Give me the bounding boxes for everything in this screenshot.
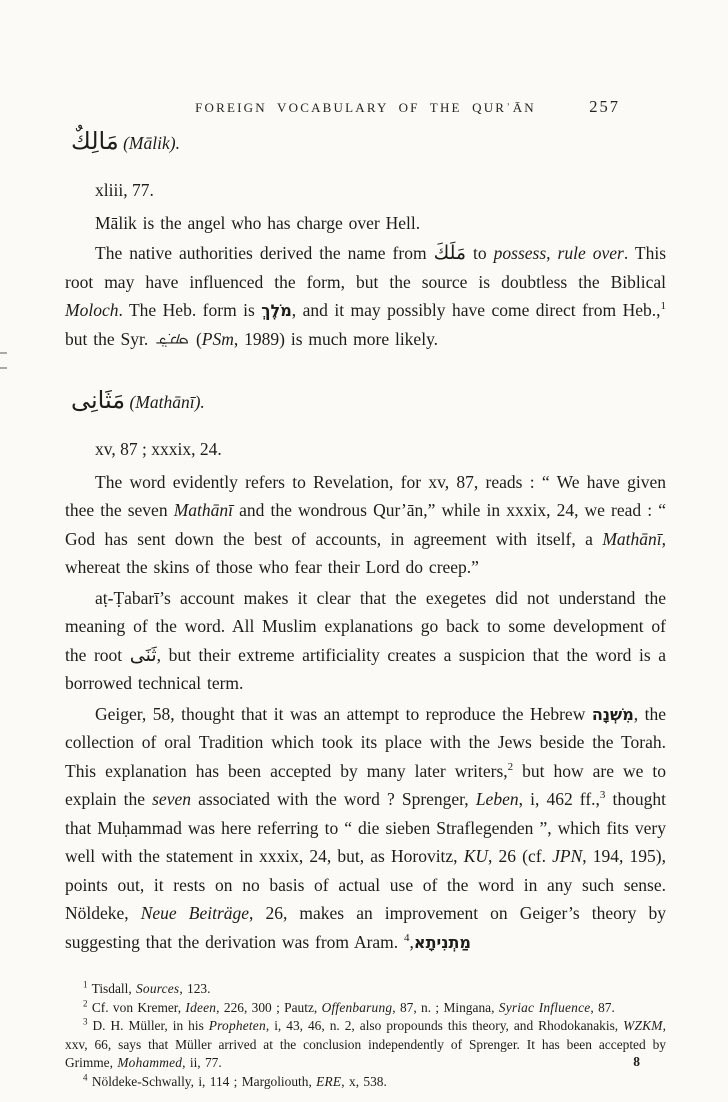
footnote-ref: 4 <box>83 1072 88 1083</box>
page-number: 257 <box>589 97 620 116</box>
text: associated with the word ? Sprenger, <box>191 789 476 809</box>
italic-text: WZKM <box>623 1018 663 1034</box>
paragraph <box>65 209 666 238</box>
text: The native authorities derived the name from <box>95 243 434 263</box>
text: , 26 (cf. <box>488 846 553 866</box>
paragraph <box>65 239 666 353</box>
italic-text: Mathānī <box>173 500 233 520</box>
headword-transliteration: (Mālik). <box>118 133 180 153</box>
verse-references <box>95 176 666 205</box>
text: , 87. <box>590 999 615 1015</box>
footnote <box>65 1073 666 1092</box>
text: , i, 43, 46, n. 2, also propounds this theory, and Rhodokanakis, <box>265 1018 624 1034</box>
text: , 1989) is much more likely. <box>233 328 439 349</box>
italic-text: ERE <box>316 1073 342 1089</box>
scan-artifact <box>0 367 7 369</box>
italic-text: Propheten <box>208 1018 266 1034</box>
paragraph <box>65 700 666 957</box>
hebrew-word: מֹלֶךְ <box>261 301 292 320</box>
text: xv, 87 ; xxxix, 24. <box>95 439 222 459</box>
text: . The Heb. form is <box>118 300 262 320</box>
text: , 123. <box>179 981 211 996</box>
entries-body <box>65 124 666 956</box>
italic-text: PSm <box>201 328 234 349</box>
text: , x, 538. <box>341 1073 387 1089</box>
italic-text: Neue Beiträge <box>140 903 250 923</box>
text: , but their extreme artificiality creates a suspicion that the word is a borrowed technical term. <box>65 644 666 693</box>
text: but the Syr. <box>65 328 155 349</box>
hebrew-word: מִשְׁנָה <box>591 704 634 724</box>
entry-headword <box>71 383 666 421</box>
verse-references <box>95 435 666 464</box>
headword-arabic: مَثَانِى <box>71 386 126 414</box>
footnote <box>65 1017 666 1073</box>
text: D. H. Müller, in his <box>87 1018 209 1034</box>
footnote-ref: 2 <box>83 998 88 1009</box>
text: , <box>409 931 414 952</box>
footnote-ref: 4 <box>404 931 410 944</box>
text: , the collection of oral Tradition which took its place with the Jews beside the Torah. This explanation has been accepted by many later writers, <box>65 703 666 781</box>
text: , whereat the skins of those who fear their Lord do creep.” <box>65 528 666 577</box>
text: Nöldeke-Schwally, i, 114 ; Margoliouth, <box>87 1073 317 1089</box>
headword-arabic: مَالِكٌ <box>71 127 119 155</box>
italic-text: Mohammed <box>117 1055 183 1071</box>
text: , i, 462 ff., <box>518 789 600 809</box>
text: Tisdall, <box>87 981 137 996</box>
text: , 26, makes an improvement on Geiger’s theory by suggesting that the derivation was from Aram. <box>65 903 666 952</box>
arabic-word: مَلَكَ <box>433 242 467 264</box>
text: , ii, 77. <box>182 1055 222 1071</box>
text: , 226, 300 ; Pautz, <box>216 999 322 1015</box>
footnote-ref: 3 <box>83 1016 88 1027</box>
paragraph <box>65 584 666 698</box>
footnote-ref: 1 <box>83 979 88 990</box>
italic-text: Offenbarung <box>321 999 393 1015</box>
text: ( <box>190 328 202 349</box>
italic-text: Leben <box>475 789 519 809</box>
scan-artifact <box>0 352 7 354</box>
text: but how are we to explain the <box>65 760 666 809</box>
text: Geiger, 58, thought that it was an attempt to reproduce the Hebrew <box>95 703 592 724</box>
arabic-word: ثَنَى <box>129 643 157 666</box>
entry-headword <box>71 124 666 162</box>
text: , 87, n. ; Mingana, <box>392 999 499 1015</box>
text: , xxv, 66, says that Müller arrived at the conclusion independently of Sprenger. It has been accepted by Grimme, <box>65 1018 666 1071</box>
italic-text: seven <box>152 789 191 809</box>
text: , 194, 195), points out, it rests on no basis of actual use of the word in any such sense. Nöldeke, <box>65 846 666 923</box>
footnote <box>65 999 666 1018</box>
footnote-ref: 1 <box>660 300 666 313</box>
italic-text: Sources <box>136 981 180 996</box>
syriac-word <box>154 329 190 349</box>
page-header <box>65 97 666 116</box>
text: aṭ-Ṭabarī’s account makes it clear that the exegetes did not understand the meaning of the word. All Muslim explanations go back to some development of the root <box>65 587 666 665</box>
italic-text: Ideen <box>185 999 217 1015</box>
italic-text: JPN <box>552 846 583 866</box>
paragraph <box>65 468 666 582</box>
text: xliii, 77. <box>95 180 154 200</box>
footnote-ref: 2 <box>507 760 514 773</box>
hebrew-word: מַתְנִיתָא <box>413 932 471 952</box>
text: Cf. von Kremer, <box>87 999 186 1015</box>
text: and the wondrous Qur’ān,” while in xxxix, 24, we read : “ God has sent down the best of accounts, in agreement with itself, a <box>65 500 667 549</box>
italic-text: Mathānī <box>602 528 662 549</box>
italic-text: KU <box>463 846 489 866</box>
headword-transliteration: (Mathānī). <box>125 392 205 412</box>
italic-text: Syriac Influence <box>498 999 591 1015</box>
text: . This root may have influenced the form, but the source is doubtless the Biblical <box>65 243 667 292</box>
italic-text: Moloch <box>65 300 119 320</box>
footnote <box>65 980 666 999</box>
text: to <box>466 243 494 263</box>
text: Mālik is the angel who has charge over Hell. <box>95 212 421 233</box>
text: thought that Muḥammad was here referring to “ die sieben Straflegenden ”, which fits very well with the statement in xxxix, 24, but, as Horovitz, <box>65 789 666 866</box>
text-block <box>65 97 667 1092</box>
footnotes-block <box>65 980 666 1092</box>
signature-mark: 8 <box>633 1054 640 1069</box>
italic-text: possess, rule over <box>493 243 624 263</box>
text: , and it may possibly have come direct from Heb., <box>291 300 661 320</box>
text: The word evidently refers to Revelation, for xv, 87, reads : “ We have given thee the seven <box>65 471 666 520</box>
footnote-ref: 3 <box>599 789 606 802</box>
running-title: FOREIGN VOCABULARY OF THE QURʾĀN <box>195 100 536 115</box>
